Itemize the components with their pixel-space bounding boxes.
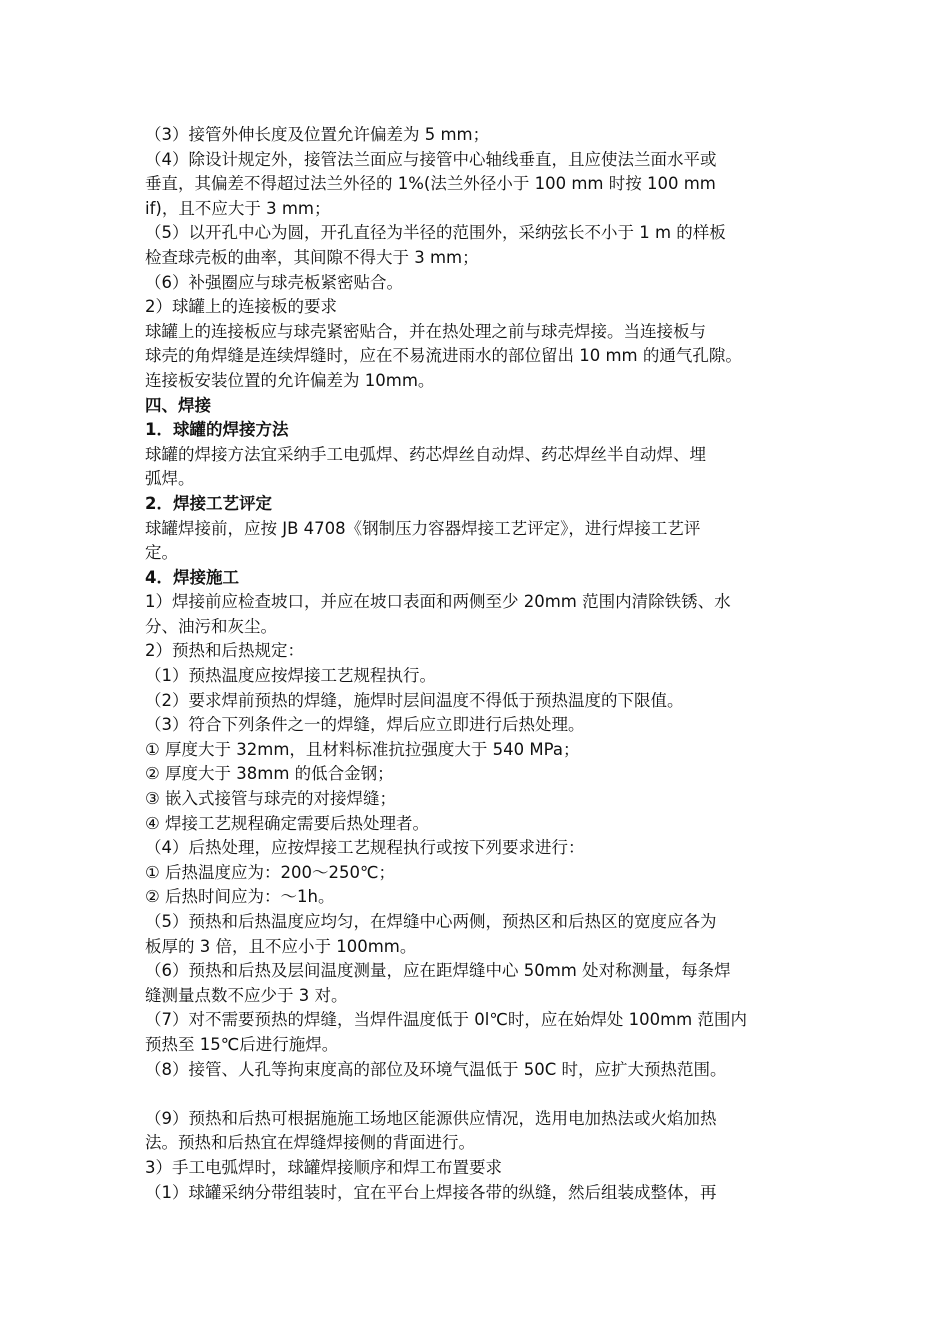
section-heading: 4．焊接施工 [145,567,239,587]
text-line: 检查球壳板的曲率，其间隙不得大于 3 mm； [145,247,479,267]
text-line: （5）预热和后热温度应均匀，在焊缝中心两侧，预热区和后热区的宽度应各为 [145,912,717,931]
text-line: 预热至 15℃后进行施焊。 [145,1034,339,1054]
text-line: （9）预热和后热可根据施施工场地区能源供应情况，选用电加热法或火焰加热 [145,1108,717,1128]
subheading: 2）预热和后热规定： [145,641,304,661]
text-line: 板厚的 3 倍，且不应小于 100mm。 [145,936,417,956]
text-line: 弧焊。 [145,469,195,489]
text-line: 1）焊接前应检查坡口，并应在坡口表面和两侧至少 20mm 范围内清除铁锈、水 [145,592,731,612]
list-item: ② 厚度大于 38mm 的低合金钢； [145,764,394,784]
list-item: ④ 焊接工艺规程确定需要后热处理者。 [145,813,430,833]
section-heading: 2．焊接工艺评定 [145,493,272,513]
list-item: ② 后热时间应为：～1h。 [145,887,335,907]
text-line: 缝测量点数不应少于 3 对。 [145,985,348,1005]
text-line: （3）符合下列条件之一的焊缝，焊后应立即进行后热处理。 [145,715,585,735]
text-line: （7）对不需要预热的焊缝，当焊件温度低于 0l℃时，应在始焊处 100mm 范围内 [145,1010,747,1030]
text-line: 分、油污和灰尘。 [145,616,277,636]
text-line: （6）预热和后热及层间温度测量，应在距焊缝中心 50mm 处对称测量，每条焊 [145,961,731,981]
text-line: （6）补强圈应与球壳板紧密贴合。 [145,272,403,292]
text-line: （4）后热处理，应按焊接工艺规程执行或按下列要求进行： [145,838,585,858]
subheading: 3）手工电弧焊时，球罐焊接顺序和焊工布置要求 [145,1157,502,1177]
text-line: if)，且不应大于 3 mm； [145,198,331,218]
text-line: （5）以开孔中心为圆，开孔直径为半径的范围外，采纳弦长不小于 1 m 的样板 [145,223,726,243]
list-item: ① 厚度大于 32mm，且材料标准抗拉强度大于 540 MPa； [145,739,580,759]
text-line: 法。预热和后热宜在焊缝焊接侧的背面进行。 [145,1133,475,1153]
text-line: 定。 [145,543,178,563]
list-item: ③ 嵌入式接管与球壳的对接焊缝； [145,789,397,809]
text-line: （2）要求焊前预热的焊缝，施焊时层间温度不得低于预热温度的下限值。 [145,690,684,710]
blank-line [145,1082,810,1107]
document-page [145,123,810,1205]
text-line: 球壳的角焊缝是连续焊缝时，应在不易流进雨水的部位留出 10 mm 的通气孔隙。 [145,346,742,366]
text-line: 球罐焊接前，应按 JB 4708《钢制压力容器焊接工艺评定》，进行焊接工艺评 [145,518,701,538]
text-line: （3）接管外伸长度及位置允许偏差为 5 mm； [145,125,490,144]
list-item: ① 后热温度应为：200～250℃； [145,862,396,882]
section-heading: 四、焊接 [145,395,211,415]
text-line: （8）接管、人孔等拘束度高的部位及环境气温低于 50C 时，应扩大预热范围。 [145,1059,727,1079]
text-line: 球罐的焊接方法宜采纳手工电弧焊、药芯焊丝自动焊、药芯焊丝半自动焊、埋 [145,444,706,464]
section-heading: 1．球罐的焊接方法 [145,420,289,440]
text-line: 垂直，其偏差不得超过法兰外径的 1%(法兰外径小于 100 mm 时按 100 mm [145,174,716,194]
text-line: （1）预热温度应按焊接工艺规程执行。 [145,666,436,686]
text-line: 球罐上的连接板应与球壳紧密贴合，并在热处理之前与球壳焊接。当连接板与 [145,321,706,341]
text-line: （1）球罐采纳分带组装时，宜在平台上焊接各带的纵缝，然后组装成整体，再 [145,1182,717,1202]
subheading: 2）球罐上的连接板的要求 [145,297,337,317]
text-line: 连接板安装位置的允许偏差为 10mm。 [145,370,435,390]
text-line: （4）除设计规定外，接管法兰面应与接管中心轴线垂直，且应使法兰面水平或 [145,149,717,169]
